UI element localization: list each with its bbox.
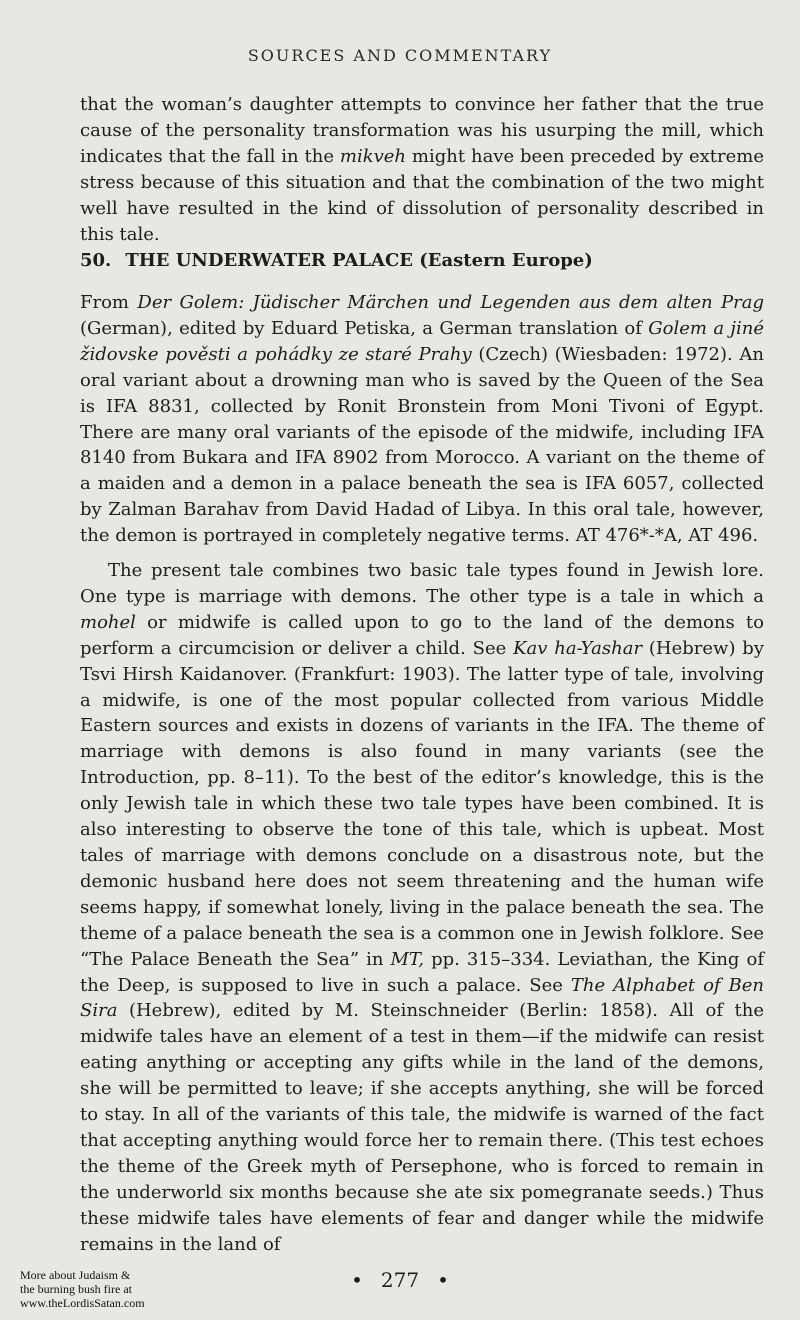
italic-term: mohel <box>80 611 136 633</box>
italic-title: The Alphabet of Ben Sira <box>80 974 765 1022</box>
italic-title: MT, <box>390 948 425 970</box>
watermark <box>20 1268 190 1310</box>
section-heading <box>80 250 764 271</box>
bullet-icon: • <box>351 1268 363 1292</box>
text-run: From <box>80 292 138 313</box>
text-run: pp. 315–334. Leviathan, the King of the Deep, is supposed to live in such a palace. See <box>80 948 765 996</box>
text-run: (Czech) (Wiesbaden: 1972). An oral variant about a drowning man who is saved by the Queen of the Sea is IFA 8831, collected by Ronit Bronstein from Moni Tivoni of Egypt. There are many oral variants of the episode of the midwife, including IFA 8140 from Bukara and IFA 8902 from Morocco. A variant on the theme of a maiden and a demon in a palace beneath the sea is IFA 6057, collected by Zalman Barahav from David Hadad of Libya. In this oral tale, however, the demon is portrayed in completely negative terms. AT 476*-*A, AT 496. <box>80 343 764 547</box>
italic-title: Kav ha-Yashar <box>513 637 643 659</box>
text-run: (German), edited by Eduard Petiska, a German translation of <box>80 317 649 339</box>
text-run: or midwife is called upon to go to the land of the demons to perform a circumcision or deliver a child. See <box>80 611 764 659</box>
paragraph-sources <box>80 290 764 549</box>
italic-term: mikveh <box>339 145 407 167</box>
running-head: SOURCES AND COMMENTARY <box>247 46 553 65</box>
watermark-line: the burning bush fire at <box>20 1282 132 1296</box>
bullet-icon: • <box>437 1268 449 1292</box>
text-run: (Hebrew), edited by M. Steinschneider (Berlin: 1858). All of the midwife tales have an element of a test in them—if the midwife can resist eating anything or accepting any gifts while in the land of the demons, she will be permitted to leave; if she accepts anything, she will be forced to stay. In all of the variants of this tale, the midwife is warned of the fact that accepting anything would force her to remain there. (This test echoes the theme of the Greek myth of Persephone, who is forced to remain in the underworld six months because she ate six pomegranate seeds.) Thus these midwife tales have elements of fear and danger while the midwife remains in the land of <box>80 1000 764 1255</box>
page-number-value: 277 <box>380 1268 420 1292</box>
italic-title: Golem a jiné židovske pověsti a pohádky ze staré Prahy <box>80 317 765 365</box>
text-run: might have been preceded by extreme stress because of this situation and that the combination of the two might well have resulted in the kind of dissolution of personality described in this tale. <box>80 145 764 245</box>
watermark-line: More about Judaism & <box>20 1268 131 1282</box>
text-run: (Hebrew) by Tsvi Hirsh Kaidanover. (Frankfurt: 1903). The latter type of tale, involving a midwife, is one of the most popular collected from various Middle Eastern sources and exists in dozens of variants in the IFA. The theme of marriage with demons is also found in many variants (see the Introduction, pp. 8–11). To the best of the editor’s knowledge, this is the only Jewish tale in which these two tale types have been combined. It is also interesting to observe the tone of this tale, which is upbeat. Most tales of marriage with demons conclude on a disastrous note, but the demonic husband here does not seem threatening and the human wife seems happy, if somewhat lonely, living in the palace beneath the sea. The theme of a palace beneath the sea is a common one in Jewish folklore. See “The Palace Beneath the Sea” in <box>80 637 764 970</box>
section-title: THE UNDERWATER PALACE (Eastern Europe) <box>125 250 593 271</box>
italic-title: Der Golem: Jüdischer Märchen und Legenden aus dem alten Prag <box>137 292 764 313</box>
text-run: that the woman’s daughter attempts to convince her father that the true cause of the personality transformation was his usurping the mill, which indicates that the fall in the <box>80 94 764 167</box>
paragraph-continuation <box>80 92 764 247</box>
section-number: 50. <box>80 250 112 271</box>
paragraph-commentary <box>80 558 764 1257</box>
watermark-line: www.theLordisSatan.com <box>20 1296 145 1310</box>
text-run: The present tale combines two basic tale types found in Jewish lore. One type is marriage with demons. The other type is a tale in which a <box>80 560 764 607</box>
